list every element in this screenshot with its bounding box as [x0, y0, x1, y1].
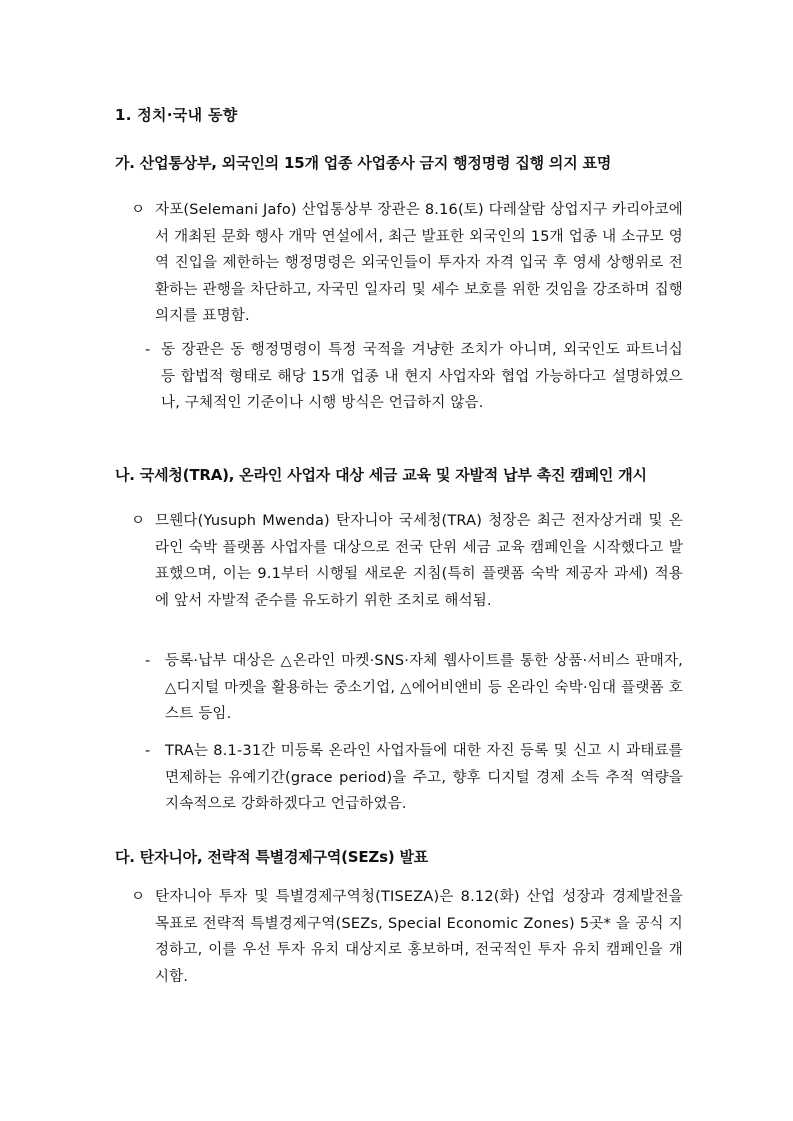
dash-text: 동 장관은 동 행정명령이 특정 국적을 겨냥한 조치가 아니며, 외국인도 파트너십 등 합법적 형태로 해당 15개 업종 내 현지 사업자와 협업 가능하다고 설명하였으나, 구체적인 기준이나 시행 방식은 언급하지 않음. [161, 342, 683, 411]
bullet-text: 므웬다(Yusuph Mwenda) 탄자니아 국세청(TRA) 청장은 최근 전자상거래 및 온라인 숙박 플랫폼 사업자를 대상으로 전국 단위 세금 교육 캠페인을 시작했다고 발표했으며, 이는 9.1부터 시행될 새로운 지침(특히 플랫폼 숙박 제공자 과세) 적용에 앞서 자발적 준수를 유도하기 위한 조치로 해석됨. [155, 513, 683, 609]
circle-bullet-marker: ㅇ [131, 202, 146, 218]
dash-paragraph [145, 337, 683, 417]
dash-marker: - [145, 342, 151, 358]
dash-marker: - [145, 743, 151, 759]
subsection-heading-da: 다. 탄자니아, 전략적 특별경제구역(SEZs) 발표 [115, 848, 429, 866]
subsection-heading-na: 나. 국세청(TRA), 온라인 사업자 대상 세금 교육 및 자발적 납부 촉진 캠페인 개시 [115, 466, 647, 484]
circle-bullet-marker: ㅇ [131, 889, 146, 905]
bullet-text: 탄자니아 투자 및 특별경제구역청(TISEZA)은 8.12(화) 산업 성장과 경제발전을 목표로 전략적 특별경제구역(SEZs, Special Economic Zones) 5곳* 을 공식 지정하고, 이를 우선 투자 유치 대상지로 홍보하며, 전국적인 투자 유치 캠페인을 개시함. [155, 889, 683, 985]
dash-text: TRA는 8.1-31간 미등록 온라인 사업자들에 대한 자진 등록 및 신고 시 과태료를 면제하는 유예기간(grace period)을 주고, 향후 디지털 경제 소득 추적 역량을 지속적으로 강화하겠다고 언급하였음. [165, 743, 683, 812]
bullet-paragraph [133, 884, 683, 990]
section-title: 1. 정치·국내 동향 [115, 106, 238, 124]
dash-text: 등록·납부 대상은 △온라인 마켓·SNS·자체 웹사이트를 통한 상품·서비스 판매자, △디지털 마켓을 활용하는 중소기업, △에어비앤비 등 온라인 숙박·임대 플랫폼 호스트 등임. [165, 653, 683, 722]
subsection-heading-ga: 가. 산업통상부, 외국인의 15개 업종 사업종사 금지 행정명령 집행 의지 표명 [115, 154, 612, 172]
circle-bullet-marker: ㅇ [131, 513, 146, 529]
dash-marker: - [145, 653, 151, 669]
bullet-text: 자포(Selemani Jafo) 산업통상부 장관은 8.16(토) 다레살람 상업지구 카리아코에서 개최된 문화 행사 개막 연설에서, 최근 발표한 외국인의 15개 업종 내 소규모 영역 진입을 제한하는 행정명령은 외국인들이 투자자 자격 입국 후 영세 상행위로 전환하는 관행을 차단하고, 자국민 일자리 및 세수 보호를 위한 것임을 강조하며 집행 의지를 표명함. [155, 202, 683, 324]
bullet-paragraph [133, 508, 683, 614]
dash-paragraph [145, 648, 683, 728]
bullet-paragraph [133, 197, 683, 330]
dash-paragraph [145, 738, 683, 818]
